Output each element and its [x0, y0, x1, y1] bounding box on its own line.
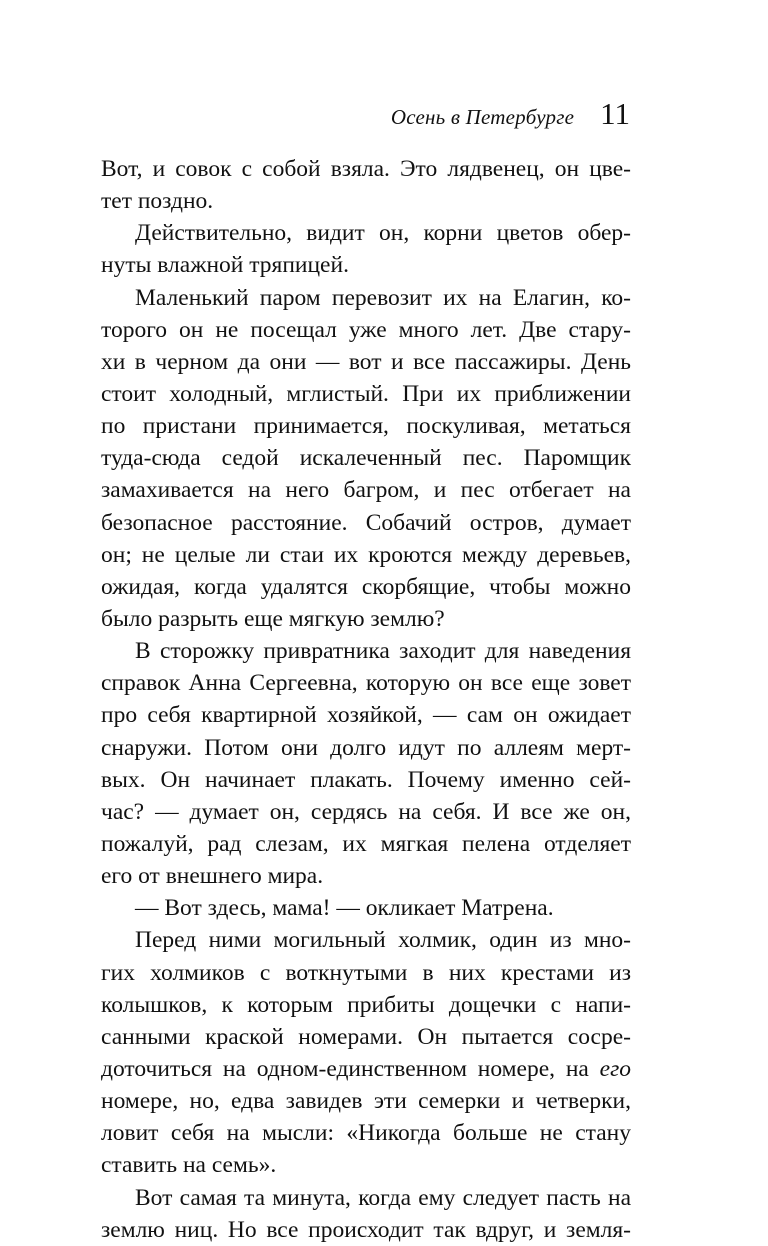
text-line	[101, 282, 631, 314]
text-line	[101, 539, 631, 571]
text-line	[101, 185, 631, 217]
text-line-content: Перед ними могильный холмик, один из мно-	[135, 927, 631, 954]
text-line-content: ставить на семь».	[101, 1152, 277, 1179]
text-line	[101, 571, 631, 603]
text-line-content: Вот самая та минута, когда ему следует пасть на	[135, 1184, 631, 1211]
text-line-content: хи в черном да они — вот и все пассажиры. День	[101, 348, 631, 375]
text-line-content: его от внешнего мира.	[101, 863, 324, 890]
text-line-content: номере, но, едва завидев эти семерки и четверки,	[101, 1088, 631, 1115]
text-line-content: безопасное расстояние. Собачий остров, думает	[101, 509, 631, 536]
running-header-title: Осень в Петербурге	[390, 105, 575, 129]
text-line	[101, 860, 631, 892]
text-line	[101, 635, 631, 667]
text-line-content: час? — думает он, сердясь на себя. И все же он,	[101, 798, 631, 825]
text-line-content: гих холмиков с воткнутыми в них крестами из	[101, 959, 631, 986]
text-line-content: колышков, к которым прибиты дощечки с напи-	[101, 991, 631, 1018]
body-text	[101, 153, 631, 1246]
text-line	[101, 507, 631, 539]
text-line-content: он; не целые ли стаи их кроются между деревьев,	[101, 541, 631, 568]
text-line-content: Действительно, видит он, корни цветов обер-	[135, 220, 631, 247]
text-line-content: санными краской номерами. Он пытается сосре-	[101, 1023, 631, 1050]
text-line-content: стоит холодный, мглистый. При их приближении	[101, 380, 631, 407]
text-line	[101, 249, 631, 281]
text-line	[101, 314, 631, 346]
text-line	[101, 378, 631, 410]
text-line	[101, 346, 631, 378]
text-line-content: было разрыть еще мягкую землю?	[101, 605, 445, 632]
text-line	[101, 1053, 631, 1085]
text-line	[101, 153, 631, 185]
text-line-content: Вот, и совок с собой взяла. Это лядвенец, он цве-	[101, 156, 631, 182]
text-line-content: доточиться на одном-единственном номере, на	[101, 1055, 589, 1082]
text-line	[101, 957, 631, 989]
text-line	[101, 667, 631, 699]
text-line-content: пожалуй, рад слезам, их мягкая пелена отделяет	[101, 830, 631, 857]
page-number: 11	[600, 96, 630, 131]
text-line	[101, 1149, 631, 1181]
text-line	[101, 892, 631, 924]
text-line-content: справок Анна Сергеевна, которую он все еще зовет	[101, 670, 631, 697]
text-line-content: туда-сюда седой искалеченный пес. Паромщик	[101, 445, 631, 472]
text-line	[101, 732, 631, 764]
text-line-content: В сторожку привратника заходит для наведения	[135, 638, 631, 665]
text-line-content: нуты влажной тряпицей.	[101, 252, 349, 279]
text-line	[101, 442, 631, 474]
running-header	[391, 98, 630, 130]
text-line	[101, 474, 631, 506]
text-line	[101, 1085, 631, 1117]
text-line	[101, 989, 631, 1021]
text-line-content: ловит себя на мысли: «Никогда больше не стану	[101, 1120, 631, 1147]
text-line	[101, 796, 631, 828]
text-line-content: ожидая, когда удалятся скорбящие, чтобы можно	[101, 573, 631, 600]
text-line	[101, 699, 631, 731]
text-line	[101, 1021, 631, 1053]
text-line	[101, 410, 631, 442]
text-line	[101, 603, 631, 635]
text-line-content: — Вот здесь, мама! — окликает Матрена.	[135, 895, 554, 922]
text-line	[101, 1117, 631, 1149]
text-line-content: снаружи. Потом они долго идут по аллеям мерт-	[101, 734, 631, 761]
text-line	[101, 828, 631, 860]
text-line	[101, 1182, 631, 1214]
text-line	[101, 217, 631, 249]
text-line-content: тет поздно.	[101, 188, 214, 215]
text-line-content: по пристани принимается, поскуливая, метаться	[101, 413, 631, 440]
text-line-content: торого он не посещал уже много лет. Две стару-	[101, 316, 631, 343]
text-line-content: про себя квартирной хозяйкой, — сам он ожидает	[101, 702, 631, 729]
text-line-content: землю ниц. Но все происходит так вдруг, и земля-	[101, 1216, 631, 1243]
text-line	[101, 924, 631, 956]
text-line-content: замахивается на него багром, и пес отбегает на	[101, 477, 631, 504]
italic-word: его	[599, 1055, 632, 1082]
text-line	[101, 764, 631, 796]
text-line-content: Маленький паром перевозит их на Елагин, ко-	[135, 284, 631, 311]
text-line-content: вых. Он начинает плакать. Почему именно сей-	[101, 766, 631, 793]
